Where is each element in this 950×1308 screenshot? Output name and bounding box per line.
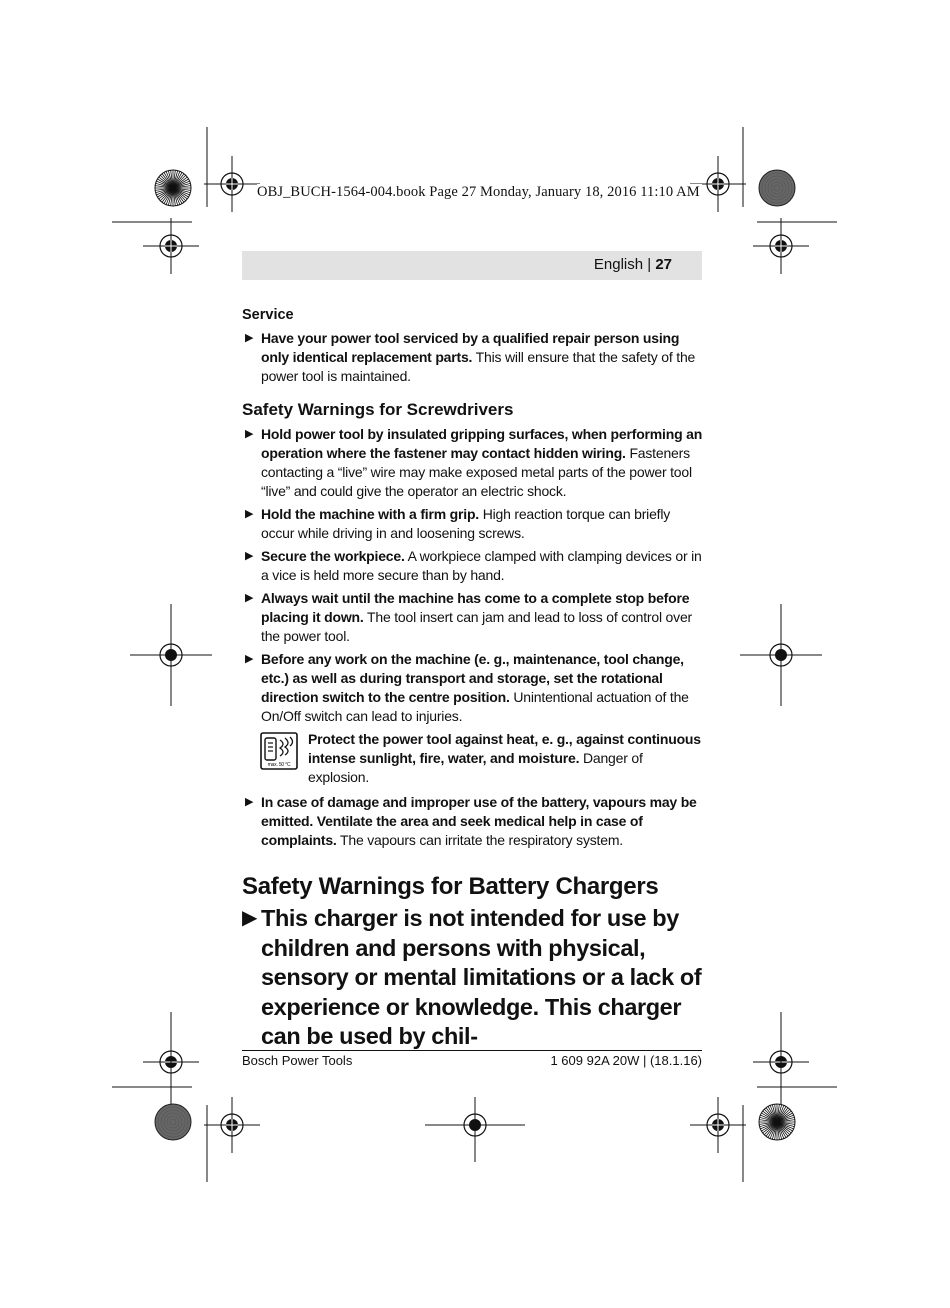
item-text: High reaction torque can briefly occur while driving in and loosening screws. [261, 506, 671, 541]
page-header [242, 251, 702, 280]
item-text: The tool insert can jam and lead to loss of control over the power tool. [261, 609, 692, 644]
screwdriver-item [242, 425, 704, 501]
item-bold: In case of damage and improper use of the battery, vapours may be emitted. Ventilate the area and seek medical help in case of complaints. [261, 794, 697, 848]
screwdriver-item [242, 650, 704, 726]
service-item [242, 329, 704, 386]
item-text: This will ensure that the safety of the power tool is maintained. [261, 349, 696, 384]
item-bold: Always wait until the machine has come to a complete stop before placing it down. [261, 590, 690, 625]
heat-text: Danger of explosion. [308, 750, 643, 785]
item-text: Fasteners contacting a “live” wire may make exposed metal parts of the power tool “live” and could give the operator an electric shock. [261, 445, 692, 499]
registration-mark-icon [204, 156, 260, 212]
triangle-right-icon: ▶ [245, 332, 254, 344]
registration-mark-icon [143, 218, 199, 274]
page-content [242, 306, 704, 1052]
heat-bold: Protect the power tool against heat, e. g., against continuous intense sunlight, fire, water, and moisture. [308, 731, 701, 766]
item-bold: Hold the machine with a firm grip. [261, 506, 479, 522]
item-bold: Secure the workpiece. [261, 548, 405, 564]
item-text: Unintentional actuation of the On/Off switch can lead to injuries. [261, 689, 689, 724]
heat-icon-label: max. 50 °C [267, 762, 291, 768]
triangle-right-icon: ▶ [245, 550, 254, 562]
triangle-right-icon: ▶ [245, 653, 254, 665]
triangle-right-icon: ▶ [245, 592, 254, 604]
color-calibration-circle-icon [759, 170, 795, 206]
footer-publisher: Bosch Power Tools [242, 1053, 353, 1068]
header-page-number: 27 [655, 256, 672, 273]
item-bold: Hold power tool by insulated gripping surfaces, when performing an operation where the fastener may contact hidden wiring. [261, 426, 703, 461]
header-language: English [593, 256, 644, 273]
item-text: A workpiece clamped with clamping devices or in a vice is held more secure than by hand. [261, 548, 702, 583]
screwdrivers-heading: Safety Warnings for Screwdrivers [242, 400, 514, 419]
triangle-right-icon: ▶ [242, 907, 257, 929]
header-text [594, 256, 672, 273]
triangle-right-icon: ▶ [245, 508, 254, 520]
footer-rule [242, 1050, 702, 1051]
item-text: The vapours can irritate the respiratory system. [336, 832, 623, 848]
charger-item-text: This charger is not intended for use by children and persons with physical, sensory or mental limitations or a lack of experience or knowledge. This charger can be used by chil- [261, 905, 702, 1049]
footer-doc-number: 1 609 92A 20W | (18.1.16) [550, 1053, 702, 1068]
registration-mark-icon [690, 1097, 746, 1153]
item-bold: Before any work on the machine (e. g., maintenance, tool change, etc.) as well as during transport and storage, set the rotational direction switch to the centre position. [261, 651, 684, 705]
battery-item [242, 793, 704, 850]
screwdriver-item [242, 505, 704, 543]
color-calibration-circle-icon [759, 1104, 795, 1140]
screwdriver-item [242, 547, 704, 585]
registration-mark-icon [204, 1097, 260, 1153]
service-heading: Service [242, 307, 294, 323]
heat-warning [242, 730, 704, 787]
charger-item [242, 904, 704, 1052]
triangle-right-icon: ▶ [245, 428, 254, 440]
screwdriver-item [242, 589, 704, 646]
slug-line: OBJ_BUCH-1564-004.book Page 27 Monday, January 18, 2016 11:10 AM [257, 184, 700, 200]
heat-warning-icon [260, 732, 298, 770]
header-separator: | [643, 256, 656, 273]
registration-mark-icon [753, 218, 809, 274]
color-calibration-circle-icon [155, 170, 191, 206]
item-bold: Have your power tool serviced by a qualified repair person using only identical replacement parts. [261, 330, 680, 365]
triangle-right-icon: ▶ [245, 796, 254, 808]
color-calibration-circle-icon [155, 1104, 191, 1140]
chargers-heading: Safety Warnings for Battery Chargers [242, 873, 659, 900]
